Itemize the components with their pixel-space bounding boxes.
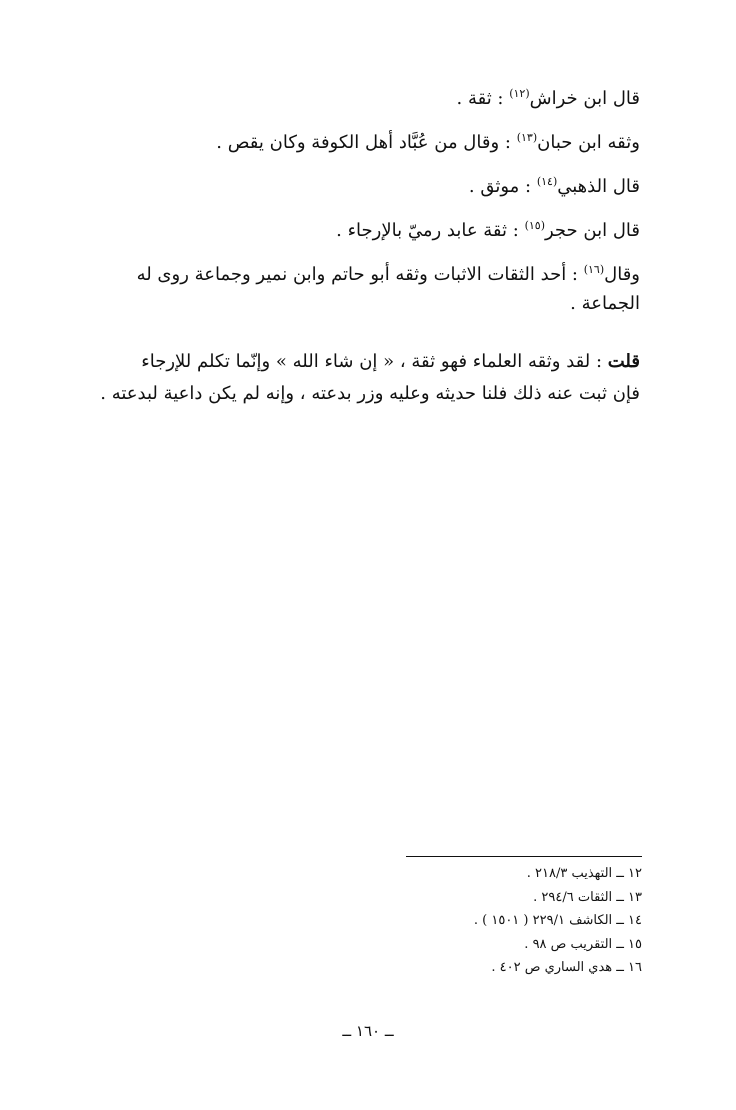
comment-line: قلت : لقد وثقه العلماء فهو ثقة ، « إن شاء الله » وإنّما تكلم للإرجاء <box>141 351 640 372</box>
footnote: ١٤ ــ الكاشف ٢٢٩/١ ( ١٥٠١ ) . <box>473 913 642 928</box>
footnote-ref: (١٥) <box>524 219 545 232</box>
narrator-entry: قال ابن خراش$^{(١٢)}$ : ثقة . <box>456 87 640 109</box>
comment-line: فإن ثبت عنه ذلك فلنا حديثه وعليه وزر بدعته ، وإنه لم يكن داعية لبدعته . <box>100 383 640 404</box>
footnote: ١٦ ــ هدي الساري ص ٤٠٢ . <box>491 960 642 975</box>
footnotes <box>342 862 642 980</box>
footnote-ref: (١٤) <box>536 175 558 188</box>
footnote: ١٢ ــ التهذيب ٢١٨/٣ . <box>526 866 642 881</box>
footnote-divider <box>406 856 642 857</box>
narrator-entry: قال الذهبي$^{(١٤)}$ : موثق . <box>468 175 640 197</box>
comment-label: قلت <box>607 351 640 372</box>
narrator-entry: وقال$^{(١٦)}$ : أحد الثقات الاثبات وثقه أبو حاتم وابن نمير وجماعة روى له <box>136 263 640 285</box>
main-text <box>80 82 640 414</box>
narrator-entry: وثقه ابن حبان$^{(١٣)}$ : وقال من عُبَّاد أهل الكوفة وكان يقص . <box>216 131 640 153</box>
footnote-ref: (١٣) <box>516 131 538 144</box>
footnote: ١٥ ــ التقريب ص ٩٨ . <box>524 936 642 952</box>
narrator-entry: قال ابن حجر$^{(١٥)}$ : ثقة عابد رميّ بالإرجاء . <box>336 219 640 241</box>
footnote: ١٣ ــ الثقات ٢٩٤/٦ . <box>533 889 642 905</box>
footnote-ref: (١٦) <box>583 263 605 276</box>
page-number: ــ ١٦٠ ــ <box>342 1022 394 1040</box>
footnote-ref: (١٢) <box>509 87 530 100</box>
author-comment <box>80 350 640 414</box>
entry-continuation: الجماعة . <box>570 293 640 314</box>
